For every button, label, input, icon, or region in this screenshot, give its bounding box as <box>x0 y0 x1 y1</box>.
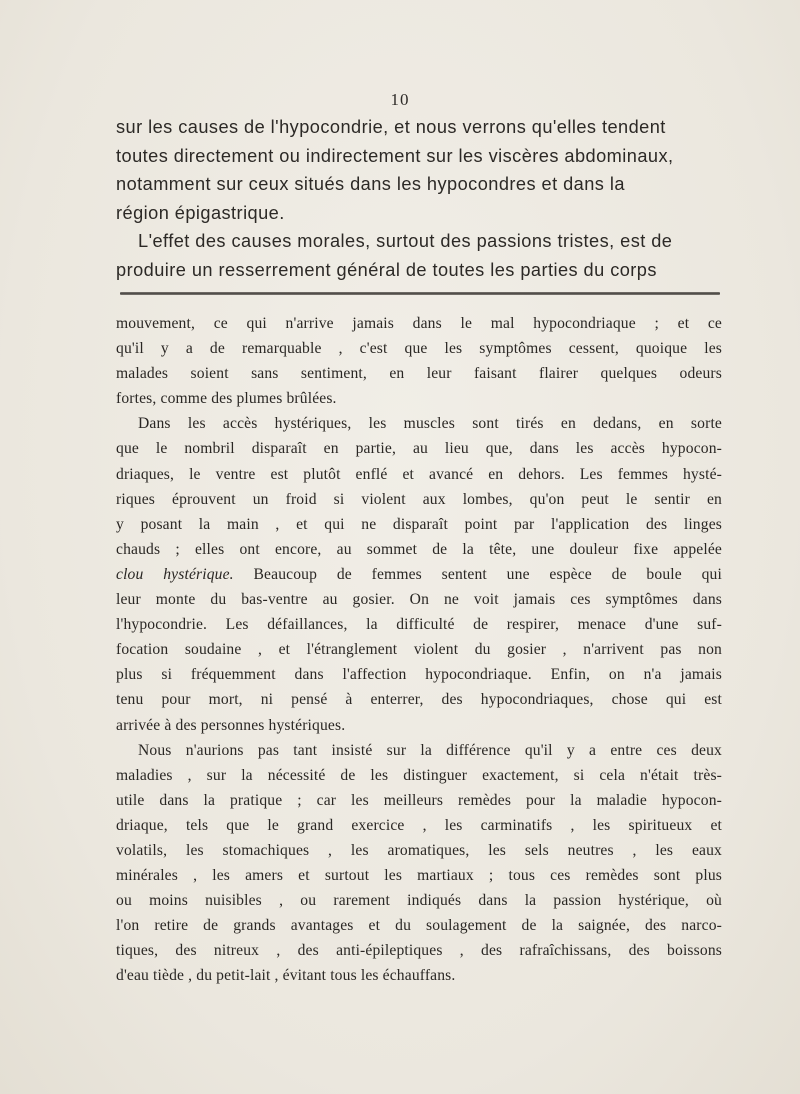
text-line: arrivée à des personnes hystériques. <box>116 716 346 734</box>
text-line: tiques, des nitreux , des anti-épileptiques , des rafraîchissans, des boissons <box>116 942 722 960</box>
text-line: chauds ; elles ont encore, au sommet de la tête, une douleur fixe appelée <box>116 540 722 558</box>
text-line: l'on retire de grands avantages et du soulagement de la saignée, des narco- <box>116 917 722 935</box>
text-line: fortes, comme des plumes brûlées. <box>116 390 337 408</box>
text-line: tenu pour mort, ni pensé à enterrer, des hypocondriaques, chose qui est <box>116 691 722 709</box>
text-line: riques éprouvent un froid si violent aux lombes, qu'on peut le sentir en <box>116 490 722 508</box>
text-line: Dans les accès hystériques, les muscles sont tirés en dedans, en sorte <box>138 415 722 433</box>
text-line: toutes directement ou indirectement sur les viscères abdominaux, <box>116 145 674 166</box>
text-line: malades soient sans sentiment, en leur faisant flairer quelques odeurs <box>116 365 722 383</box>
section-divider <box>120 292 720 295</box>
text-line: ou moins nuisibles , ou rarement indiqués dans la passion hystérique, où <box>116 892 722 910</box>
text-line: notamment sur ceux situés dans les hypocondres et dans la <box>116 174 625 194</box>
upper-text-block <box>116 113 722 284</box>
text-line: utile dans la pratique ; car les meilleurs remèdes pour la maladie hypocon- <box>116 791 722 809</box>
text-line: sur les causes de l'hypocondrie, et nous verrons qu'elles tendent <box>116 117 666 137</box>
text-line: maladies , sur la nécessité de les distinguer exactement, si cela n'était très- <box>116 766 722 784</box>
text-line: produire un resserrement général de toutes les parties du corps <box>116 259 657 280</box>
text-line: volatils, les stomachiques , les aromatiques, les sels neutres , les eaux <box>116 841 722 859</box>
text-line: région épigastrique. <box>116 202 285 223</box>
page-number: 10 <box>390 90 410 109</box>
main-text-block <box>116 311 722 989</box>
text-line: qu'il y a de remarquable , c'est que les symptômes cessent, quoique les <box>116 340 722 358</box>
text-line: y posant la main , et qui ne disparaît point par l'application des linges <box>116 515 722 533</box>
text-line: mouvement, ce qui n'arrive jamais dans le mal hypocondriaque ; et ce <box>116 315 722 332</box>
text-line: d'eau tiède , du petit-lait , évitant tous les échauffans. <box>116 967 456 985</box>
italic-term: clou hystérique. <box>116 565 234 583</box>
text-line: clou hystérique. Beaucoup de femmes sentent une espèce de boule qui <box>116 565 722 583</box>
text-line: leur monte du bas-ventre au gosier. On ne voit jamais ces symptômes dans <box>116 591 722 609</box>
text-line: Nous n'aurions pas tant insisté sur la différence qu'il y a entre ces deux <box>138 741 722 759</box>
text-line: focation soudaine , et l'étranglement violent du gosier , n'arrivent pas non <box>116 641 722 659</box>
text-line: minérales , les amers et surtout les martiaux ; tous ces remèdes sont plus <box>116 867 722 885</box>
text-line: L'effet des causes morales, surtout des passions tristes, est de <box>138 231 673 251</box>
text-line: driaque, tels que le grand exercice , les carminatifs , les spiritueux et <box>116 816 722 834</box>
text-line: driaques, le ventre est plutôt enflé et avancé en dehors. Les femmes hysté- <box>116 465 722 483</box>
text-line: plus si fréquemment dans l'affection hypocondriaque. Enfin, on n'a jamais <box>116 666 722 684</box>
text-line: l'hypocondrie. Les défaillances, la difficulté de respirer, menace d'une suf- <box>116 616 722 634</box>
text-line: que le nombril disparaît en partie, au lieu que, dans les accès hypocon- <box>116 440 722 458</box>
